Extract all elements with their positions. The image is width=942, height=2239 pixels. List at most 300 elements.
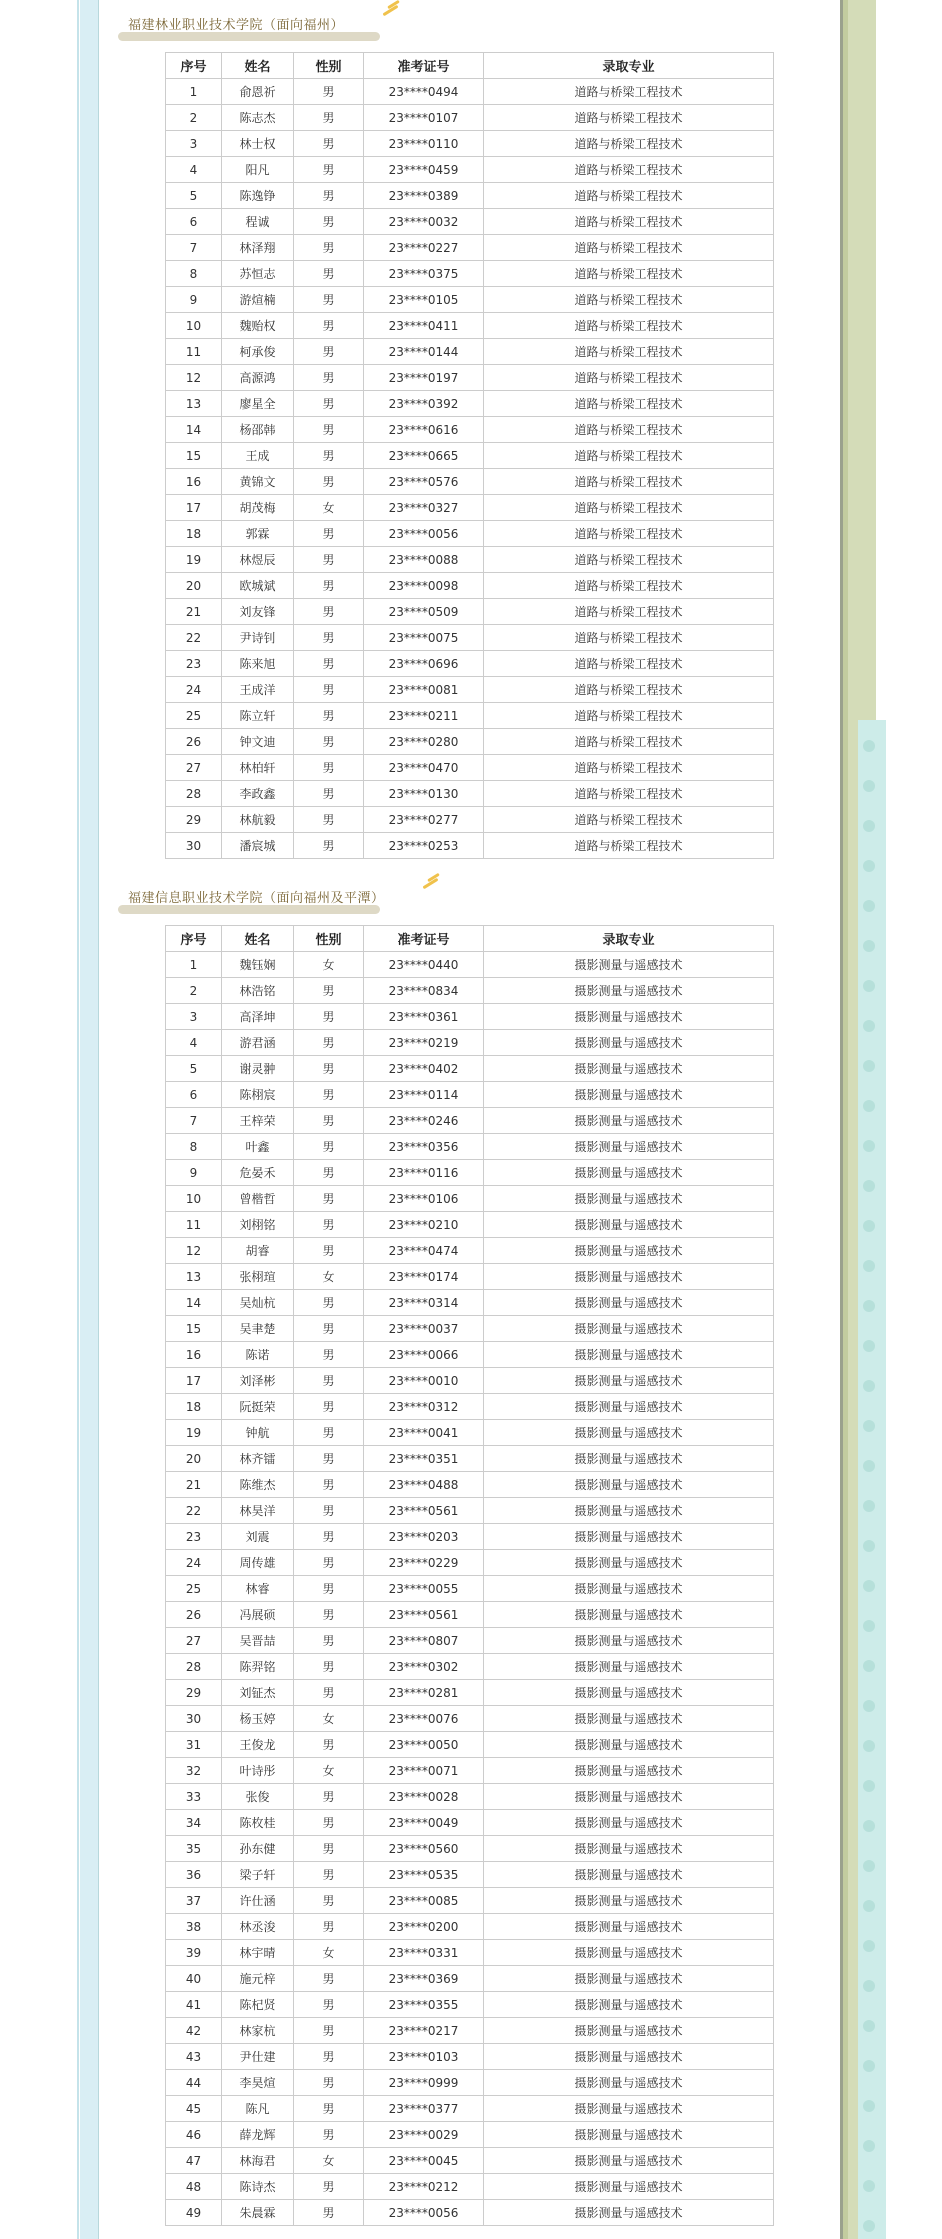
decorative-dot <box>863 1300 875 1312</box>
cell-name: 刘友锋 <box>222 599 294 625</box>
cell-exam-id: 23****0253 <box>364 833 484 859</box>
decorative-dot <box>863 1020 875 1032</box>
cell-name: 陈诺 <box>222 1342 294 1368</box>
cell-index: 9 <box>166 1160 222 1186</box>
cell-exam-id: 23****0049 <box>364 1810 484 1836</box>
cell-exam-id: 23****0076 <box>364 1706 484 1732</box>
table-row <box>166 1446 774 1472</box>
section-title-2: 福建信息职业技术学院（面向福州及平潭） <box>128 891 385 906</box>
cell-index: 19 <box>166 1420 222 1446</box>
cell-name: 林齐镭 <box>222 1446 294 1472</box>
cell-exam-id: 23****0561 <box>364 1602 484 1628</box>
column-header-index: 序号 <box>166 926 222 952</box>
table-row <box>166 1992 774 2018</box>
cell-exam-id: 23****0246 <box>364 1108 484 1134</box>
cell-major: 摄影测量与遥感技术 <box>484 2018 774 2044</box>
table-row <box>166 1966 774 1992</box>
cell-major: 摄影测量与遥感技术 <box>484 1576 774 1602</box>
column-header-major: 录取专业 <box>484 926 774 952</box>
table-row <box>166 1706 774 1732</box>
cell-index: 43 <box>166 2044 222 2070</box>
cell-exam-id: 23****0392 <box>364 391 484 417</box>
cell-exam-id: 23****0028 <box>364 1784 484 1810</box>
table-row <box>166 1654 774 1680</box>
cell-major: 摄影测量与遥感技术 <box>484 1550 774 1576</box>
cell-gender: 男 <box>294 978 364 1004</box>
cell-exam-id: 23****0085 <box>364 1888 484 1914</box>
cell-index: 11 <box>166 339 222 365</box>
cell-index: 26 <box>166 1602 222 1628</box>
column-header-gender: 性别 <box>294 53 364 79</box>
cell-gender: 男 <box>294 1472 364 1498</box>
cell-index: 13 <box>166 391 222 417</box>
cell-index: 12 <box>166 365 222 391</box>
cell-name: 陈诗杰 <box>222 2174 294 2200</box>
cell-major: 道路与桥梁工程技术 <box>484 521 774 547</box>
cell-major: 道路与桥梁工程技术 <box>484 105 774 131</box>
cell-index: 20 <box>166 573 222 599</box>
cell-gender: 男 <box>294 1992 364 2018</box>
decorative-dot <box>863 2140 875 2152</box>
cell-gender: 男 <box>294 1004 364 1030</box>
table-row <box>166 79 774 105</box>
cell-exam-id: 23****0075 <box>364 625 484 651</box>
table-row <box>166 1628 774 1654</box>
cell-exam-id: 23****0277 <box>364 807 484 833</box>
cell-gender: 男 <box>294 807 364 833</box>
cell-exam-id: 23****0229 <box>364 1550 484 1576</box>
cell-name: 陈立轩 <box>222 703 294 729</box>
cell-exam-id: 23****0375 <box>364 261 484 287</box>
cell-index: 17 <box>166 495 222 521</box>
table-row <box>166 2070 774 2096</box>
cell-exam-id: 23****0144 <box>364 339 484 365</box>
cell-name: 尹诗钊 <box>222 625 294 651</box>
section-title-1: 福建林业职业技术学院（面向福州） <box>128 18 345 33</box>
decorative-dot <box>863 1340 875 1352</box>
cell-index: 28 <box>166 781 222 807</box>
cell-name: 李昊煊 <box>222 2070 294 2096</box>
decorative-dot <box>863 1060 875 1072</box>
cell-major: 道路与桥梁工程技术 <box>484 677 774 703</box>
cell-index: 23 <box>166 1524 222 1550</box>
table-row <box>166 729 774 755</box>
cell-index: 47 <box>166 2148 222 2174</box>
table-row <box>166 521 774 547</box>
cell-name: 林煜辰 <box>222 547 294 573</box>
cell-major: 摄影测量与遥感技术 <box>484 1394 774 1420</box>
cell-major: 道路与桥梁工程技术 <box>484 755 774 781</box>
cell-exam-id: 23****0088 <box>364 547 484 573</box>
cell-gender: 男 <box>294 235 364 261</box>
cell-exam-id: 23****0227 <box>364 235 484 261</box>
table-row <box>166 261 774 287</box>
cell-gender: 男 <box>294 2200 364 2226</box>
cell-name: 林海君 <box>222 2148 294 2174</box>
table-row <box>166 547 774 573</box>
cell-gender: 男 <box>294 1108 364 1134</box>
cell-index: 9 <box>166 287 222 313</box>
table-row <box>166 235 774 261</box>
cell-exam-id: 23****0999 <box>364 2070 484 2096</box>
accent-strokes-icon <box>382 0 404 18</box>
cell-exam-id: 23****0056 <box>364 2200 484 2226</box>
cell-index: 22 <box>166 1498 222 1524</box>
table-row <box>166 1498 774 1524</box>
cell-exam-id: 23****0535 <box>364 1862 484 1888</box>
cell-major: 道路与桥梁工程技术 <box>484 79 774 105</box>
cell-major: 摄影测量与遥感技术 <box>484 1758 774 1784</box>
decorative-dot <box>863 1900 875 1912</box>
cell-exam-id: 23****0494 <box>364 79 484 105</box>
cell-major: 摄影测量与遥感技术 <box>484 1628 774 1654</box>
cell-gender: 男 <box>294 105 364 131</box>
cell-major: 道路与桥梁工程技术 <box>484 807 774 833</box>
cell-index: 31 <box>166 1732 222 1758</box>
cell-name: 潘宸城 <box>222 833 294 859</box>
cell-name: 冯展硕 <box>222 1602 294 1628</box>
cell-gender: 女 <box>294 1264 364 1290</box>
cell-gender: 男 <box>294 781 364 807</box>
cell-gender: 男 <box>294 391 364 417</box>
table-row <box>166 2044 774 2070</box>
cell-index: 14 <box>166 417 222 443</box>
cell-name: 吴晋喆 <box>222 1628 294 1654</box>
table-row <box>166 1810 774 1836</box>
cell-exam-id: 23****0106 <box>364 1186 484 1212</box>
cell-exam-id: 23****0331 <box>364 1940 484 1966</box>
cell-index: 2 <box>166 978 222 1004</box>
heading-underline <box>118 32 380 41</box>
cell-name: 林睿 <box>222 1576 294 1602</box>
cell-name: 钟航 <box>222 1420 294 1446</box>
cell-major: 摄影测量与遥感技术 <box>484 1654 774 1680</box>
cell-gender: 女 <box>294 2148 364 2174</box>
cell-index: 27 <box>166 755 222 781</box>
cell-major: 摄影测量与遥感技术 <box>484 1134 774 1160</box>
table-row <box>166 1056 774 1082</box>
cell-name: 魏钰娴 <box>222 952 294 978</box>
cell-gender: 男 <box>294 1784 364 1810</box>
cell-major: 摄影测量与遥感技术 <box>484 2122 774 2148</box>
cell-index: 4 <box>166 1030 222 1056</box>
decorative-dot <box>863 1700 875 1712</box>
cell-name: 曾楷哲 <box>222 1186 294 1212</box>
cell-name: 吴聿楚 <box>222 1316 294 1342</box>
table-row <box>166 1758 774 1784</box>
cell-index: 18 <box>166 521 222 547</box>
cell-gender: 男 <box>294 573 364 599</box>
cell-name: 危晏禾 <box>222 1160 294 1186</box>
cell-gender: 男 <box>294 157 364 183</box>
decorative-dot <box>863 1940 875 1952</box>
cell-name: 叶诗彤 <box>222 1758 294 1784</box>
cell-index: 24 <box>166 1550 222 1576</box>
cell-index: 30 <box>166 1706 222 1732</box>
table-row <box>166 365 774 391</box>
cell-name: 林丞浚 <box>222 1914 294 1940</box>
cell-gender: 男 <box>294 1628 364 1654</box>
cell-exam-id: 23****0203 <box>364 1524 484 1550</box>
cell-gender: 男 <box>294 677 364 703</box>
table-row <box>166 1940 774 1966</box>
cell-index: 39 <box>166 1940 222 1966</box>
cell-index: 44 <box>166 2070 222 2096</box>
cell-major: 摄影测量与遥感技术 <box>484 1108 774 1134</box>
cell-major: 摄影测量与遥感技术 <box>484 1498 774 1524</box>
cell-major: 道路与桥梁工程技术 <box>484 417 774 443</box>
cell-name: 周传雄 <box>222 1550 294 1576</box>
cell-index: 6 <box>166 209 222 235</box>
table-row <box>166 157 774 183</box>
table-row <box>166 1108 774 1134</box>
table-row <box>166 1238 774 1264</box>
cell-exam-id: 23****0440 <box>364 952 484 978</box>
cell-exam-id: 23****0377 <box>364 2096 484 2122</box>
table-row <box>166 781 774 807</box>
cell-index: 35 <box>166 1836 222 1862</box>
table-row <box>166 1264 774 1290</box>
decorative-dot <box>863 900 875 912</box>
table-row <box>166 1394 774 1420</box>
cell-major: 摄影测量与遥感技术 <box>484 1238 774 1264</box>
cell-gender: 男 <box>294 1524 364 1550</box>
cell-gender: 男 <box>294 1914 364 1940</box>
cell-major: 摄影测量与遥感技术 <box>484 978 774 1004</box>
table-row <box>166 1160 774 1186</box>
cell-gender: 男 <box>294 443 364 469</box>
table-row <box>166 1290 774 1316</box>
decorative-dot <box>863 2060 875 2072</box>
cell-major: 道路与桥梁工程技术 <box>484 157 774 183</box>
cell-exam-id: 23****0509 <box>364 599 484 625</box>
cell-index: 18 <box>166 1394 222 1420</box>
table-row <box>166 599 774 625</box>
cell-gender: 男 <box>294 651 364 677</box>
cell-gender: 男 <box>294 2018 364 2044</box>
cell-major: 道路与桥梁工程技术 <box>484 469 774 495</box>
cell-name: 薛龙辉 <box>222 2122 294 2148</box>
cell-gender: 男 <box>294 209 364 235</box>
cell-exam-id: 23****0050 <box>364 1732 484 1758</box>
table-row <box>166 339 774 365</box>
cell-gender: 男 <box>294 79 364 105</box>
cell-major: 道路与桥梁工程技术 <box>484 235 774 261</box>
decorative-dot <box>863 2100 875 2112</box>
cell-major: 摄影测量与遥感技术 <box>484 2096 774 2122</box>
cell-gender: 男 <box>294 1732 364 1758</box>
table-row <box>166 1004 774 1030</box>
cell-name: 杨玉婷 <box>222 1706 294 1732</box>
cell-index: 16 <box>166 469 222 495</box>
cell-name: 孙东健 <box>222 1836 294 1862</box>
cell-name: 陈杞贤 <box>222 1992 294 2018</box>
cell-major: 摄影测量与遥感技术 <box>484 2148 774 2174</box>
cell-gender: 男 <box>294 1602 364 1628</box>
table-row <box>166 1862 774 1888</box>
cell-major: 道路与桥梁工程技术 <box>484 287 774 313</box>
column-header-exam-id: 准考证号 <box>364 53 484 79</box>
cell-exam-id: 23****0616 <box>364 417 484 443</box>
cell-exam-id: 23****0314 <box>364 1290 484 1316</box>
table-row <box>166 131 774 157</box>
cell-index: 3 <box>166 131 222 157</box>
cell-index: 36 <box>166 1862 222 1888</box>
cell-gender: 男 <box>294 1368 364 1394</box>
cell-gender: 男 <box>294 1550 364 1576</box>
cell-name: 尹仕建 <box>222 2044 294 2070</box>
table-row <box>166 1914 774 1940</box>
cell-exam-id: 23****0470 <box>364 755 484 781</box>
cell-index: 1 <box>166 79 222 105</box>
cell-exam-id: 23****0041 <box>364 1420 484 1446</box>
cell-index: 4 <box>166 157 222 183</box>
cell-exam-id: 23****0356 <box>364 1134 484 1160</box>
column-header-index: 序号 <box>166 53 222 79</box>
decorative-dot <box>863 1660 875 1672</box>
cell-gender: 男 <box>294 599 364 625</box>
cell-exam-id: 23****0211 <box>364 703 484 729</box>
column-header-major: 录取专业 <box>484 53 774 79</box>
cell-major: 摄影测量与遥感技术 <box>484 1732 774 1758</box>
cell-name: 钟文迪 <box>222 729 294 755</box>
table-row <box>166 1680 774 1706</box>
cell-gender: 男 <box>294 2070 364 2096</box>
cell-index: 27 <box>166 1628 222 1654</box>
table-row <box>166 1030 774 1056</box>
cell-major: 摄影测量与遥感技术 <box>484 952 774 978</box>
table-row <box>166 833 774 859</box>
decorative-dot <box>863 2220 875 2232</box>
cell-name: 吴灿杭 <box>222 1290 294 1316</box>
cell-index: 1 <box>166 952 222 978</box>
cell-exam-id: 23****0098 <box>364 573 484 599</box>
decorative-dot <box>863 1460 875 1472</box>
cell-major: 道路与桥梁工程技术 <box>484 313 774 339</box>
cell-exam-id: 23****0459 <box>364 157 484 183</box>
cell-name: 柯承俊 <box>222 339 294 365</box>
cell-index: 20 <box>166 1446 222 1472</box>
cell-major: 道路与桥梁工程技术 <box>484 495 774 521</box>
cell-name: 林宇晴 <box>222 1940 294 1966</box>
cell-major: 摄影测量与遥感技术 <box>484 1030 774 1056</box>
cell-gender: 男 <box>294 1394 364 1420</box>
decorative-dot <box>863 1180 875 1192</box>
cell-exam-id: 23****0107 <box>364 105 484 131</box>
cell-exam-id: 23****0130 <box>364 781 484 807</box>
cell-index: 25 <box>166 1576 222 1602</box>
cell-exam-id: 23****0351 <box>364 1446 484 1472</box>
cell-gender: 男 <box>294 417 364 443</box>
cell-name: 朱晨霖 <box>222 2200 294 2226</box>
cell-index: 41 <box>166 1992 222 2018</box>
column-header-exam-id: 准考证号 <box>364 926 484 952</box>
cell-major: 摄影测量与遥感技术 <box>484 2044 774 2070</box>
cell-exam-id: 23****0217 <box>364 2018 484 2044</box>
table-row <box>166 469 774 495</box>
cell-index: 17 <box>166 1368 222 1394</box>
cell-major: 道路与桥梁工程技术 <box>484 443 774 469</box>
cell-index: 5 <box>166 1056 222 1082</box>
admission-table-2 <box>165 925 774 2226</box>
cell-gender: 男 <box>294 1576 364 1602</box>
decorative-dot <box>863 2020 875 2032</box>
cell-gender: 男 <box>294 1134 364 1160</box>
cell-gender: 男 <box>294 2096 364 2122</box>
table-row <box>166 807 774 833</box>
cell-gender: 男 <box>294 1238 364 1264</box>
table-row <box>166 1602 774 1628</box>
table-row <box>166 1888 774 1914</box>
cell-major: 摄影测量与遥感技术 <box>484 1212 774 1238</box>
decorative-dot <box>863 940 875 952</box>
cell-gender: 男 <box>294 547 364 573</box>
decorative-dot <box>863 780 875 792</box>
cell-gender: 男 <box>294 339 364 365</box>
decorative-dot <box>863 1140 875 1152</box>
cell-index: 8 <box>166 261 222 287</box>
decorative-dot <box>863 820 875 832</box>
decorative-dot <box>863 980 875 992</box>
table-row <box>166 1524 774 1550</box>
cell-name: 王梓荣 <box>222 1108 294 1134</box>
cell-exam-id: 23****0010 <box>364 1368 484 1394</box>
column-header-gender: 性别 <box>294 926 364 952</box>
cell-index: 49 <box>166 2200 222 2226</box>
cell-index: 21 <box>166 1472 222 1498</box>
table-row <box>166 105 774 131</box>
decorative-dot <box>863 1540 875 1552</box>
cell-index: 7 <box>166 1108 222 1134</box>
cell-index: 42 <box>166 2018 222 2044</box>
cell-name: 俞恩祈 <box>222 79 294 105</box>
table-row <box>166 1212 774 1238</box>
cell-index: 48 <box>166 2174 222 2200</box>
cell-major: 摄影测量与遥感技术 <box>484 1316 774 1342</box>
cell-index: 7 <box>166 235 222 261</box>
cell-name: 陈凡 <box>222 2096 294 2122</box>
cell-gender: 男 <box>294 1446 364 1472</box>
cell-major: 摄影测量与遥感技术 <box>484 1472 774 1498</box>
cell-gender: 女 <box>294 1940 364 1966</box>
decorative-dot <box>863 1620 875 1632</box>
cell-exam-id: 23****0066 <box>364 1342 484 1368</box>
heading-underline <box>118 905 380 914</box>
cell-index: 21 <box>166 599 222 625</box>
cell-name: 张俊 <box>222 1784 294 1810</box>
cell-exam-id: 23****0327 <box>364 495 484 521</box>
cell-name: 陈羿铭 <box>222 1654 294 1680</box>
cell-index: 23 <box>166 651 222 677</box>
cell-gender: 男 <box>294 625 364 651</box>
cell-exam-id: 23****0361 <box>364 1004 484 1030</box>
cell-exam-id: 23****0114 <box>364 1082 484 1108</box>
cell-gender: 男 <box>294 833 364 859</box>
cell-name: 王成 <box>222 443 294 469</box>
cell-index: 22 <box>166 625 222 651</box>
cell-exam-id: 23****0576 <box>364 469 484 495</box>
cell-major: 摄影测量与遥感技术 <box>484 1056 774 1082</box>
cell-index: 28 <box>166 1654 222 1680</box>
cell-name: 魏贻权 <box>222 313 294 339</box>
decorative-dot <box>863 1220 875 1232</box>
cell-exam-id: 23****0056 <box>364 521 484 547</box>
cell-exam-id: 23****0474 <box>364 1238 484 1264</box>
table-row <box>166 183 774 209</box>
cell-name: 施元梓 <box>222 1966 294 1992</box>
table-row <box>166 677 774 703</box>
cell-exam-id: 23****0174 <box>364 1264 484 1290</box>
